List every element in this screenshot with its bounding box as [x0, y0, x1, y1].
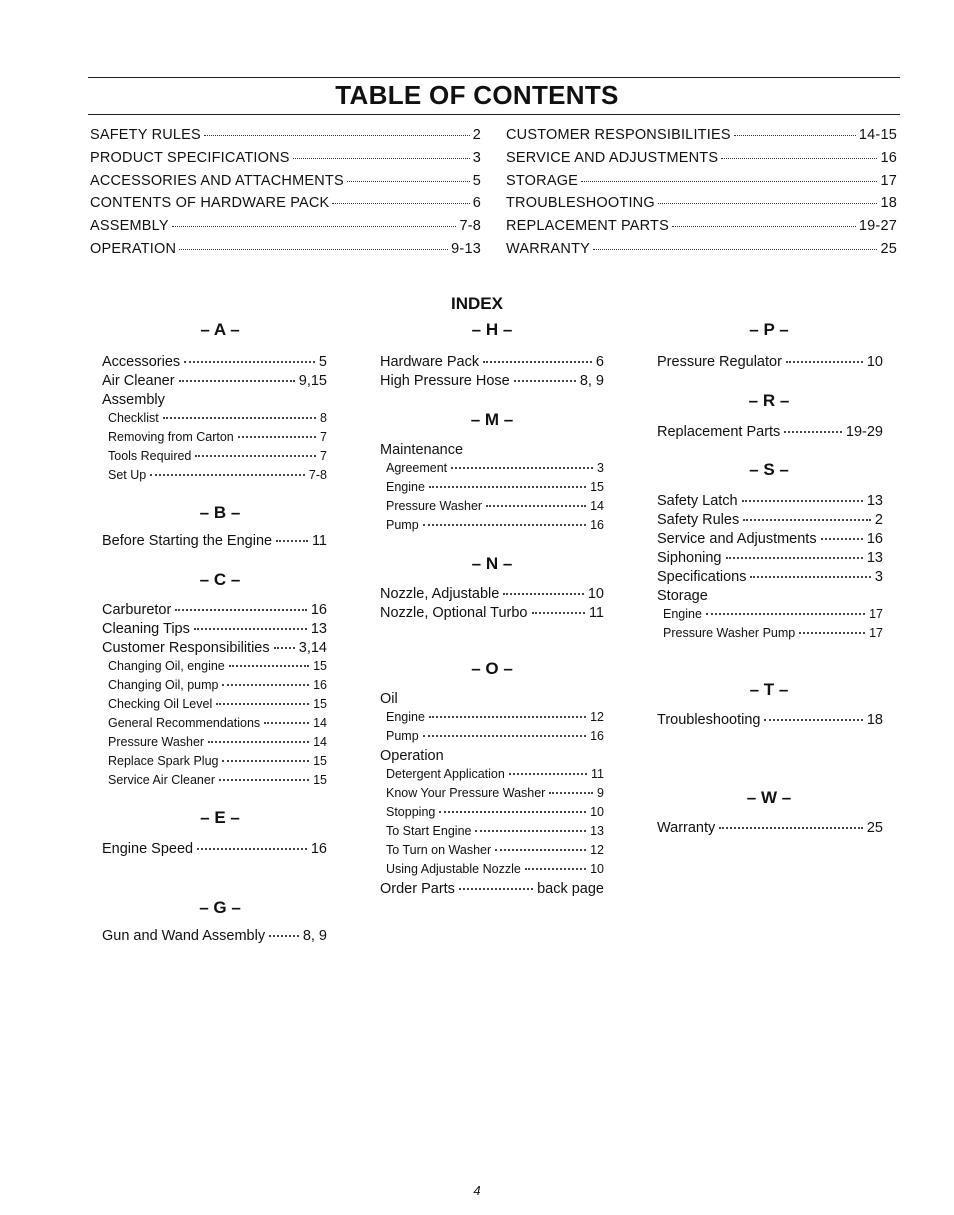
leader-dots	[195, 455, 316, 457]
index-entry	[380, 862, 604, 881]
index-entry-page: 25	[866, 820, 883, 836]
index-entry-page: 8, 9	[579, 373, 604, 389]
index-entry-label: General Recommendations	[108, 716, 261, 730]
leader-dots	[423, 735, 586, 737]
index-entry-page: 7-8	[308, 468, 327, 482]
index-entry	[657, 820, 883, 839]
leader-dots	[721, 158, 877, 159]
toc-page: 19-27	[858, 218, 897, 235]
index-entry-page: 6	[595, 354, 604, 370]
index-section-heading: – H –	[471, 320, 513, 339]
index-entry-label: High Pressure Hose	[380, 373, 510, 389]
index-entry	[380, 373, 604, 392]
toc-entry	[90, 173, 481, 196]
index-entry-page: 16	[590, 729, 604, 743]
toc-label: STORAGE	[506, 172, 579, 189]
leader-dots	[293, 158, 470, 159]
leader-dots	[222, 760, 309, 762]
toc-label: CONTENTS OF HARDWARE PACK	[90, 195, 330, 212]
leader-dots	[821, 538, 863, 540]
index-entry-page: 5	[318, 354, 327, 370]
leader-dots	[179, 380, 295, 382]
index-section-o	[380, 691, 604, 900]
index-entry-label: Engine	[663, 607, 702, 621]
index-entry	[380, 710, 604, 729]
index-section-p	[657, 354, 883, 373]
index-section-g	[102, 928, 327, 947]
toc-page: 14-15	[858, 127, 897, 143]
index-entry	[102, 928, 327, 947]
index-entry	[102, 754, 327, 773]
leader-dots	[222, 684, 309, 686]
toc-entry	[90, 218, 481, 241]
index-section-heading: – B –	[199, 503, 241, 522]
index-entry	[102, 602, 327, 621]
toc-page: 7-8	[459, 218, 481, 235]
index-entry	[102, 449, 327, 468]
leader-dots	[581, 181, 877, 182]
index-entry-label: Detergent Application	[386, 767, 505, 781]
index-entry-label: Removing from Carton	[108, 430, 234, 444]
index-section-heading: – A –	[200, 320, 240, 339]
toc-left-column	[90, 127, 481, 264]
index-entry	[102, 430, 327, 449]
index-entry	[102, 841, 327, 860]
index-entry-page: 3,14	[298, 640, 327, 656]
index-entry	[102, 735, 327, 754]
index-entry-page: 13	[866, 550, 883, 566]
toc-entry	[506, 150, 897, 173]
toc-entry	[90, 241, 481, 264]
index-entry-label: Safety Rules	[657, 512, 740, 528]
toc-page: 6	[472, 195, 481, 212]
index-entry-page: 7	[320, 430, 327, 444]
index-entry-page: 10	[590, 805, 604, 819]
index-entry	[380, 767, 604, 786]
leader-dots	[486, 505, 586, 507]
index-section-heading: – M –	[470, 410, 514, 429]
index-entry-label: Tools Required	[108, 449, 192, 463]
index-entry-page: 18	[866, 712, 883, 728]
index-entry-page: 10	[590, 862, 604, 876]
index-entry-label: Order Parts	[380, 881, 455, 897]
index-entry-page: 12	[590, 843, 604, 857]
leader-dots	[274, 647, 295, 649]
index-entry-label: To Turn on Washer	[386, 843, 492, 857]
toc-page: 3	[472, 149, 481, 166]
index-entry-page: 9	[597, 786, 604, 800]
index-entry-label: Engine	[386, 710, 425, 724]
leader-dots	[184, 361, 315, 363]
index-entry-page: 16	[866, 531, 883, 547]
index-entry	[102, 716, 327, 735]
toc-right-column	[506, 127, 897, 264]
index-entry	[380, 729, 604, 748]
index-entry	[380, 461, 604, 480]
index-entry	[102, 621, 327, 640]
index-entry-label: Storage	[657, 588, 708, 604]
index-entry-page: 11	[591, 767, 604, 781]
index-entry-page: 8	[320, 411, 327, 425]
index-entry-label: Pressure Washer	[386, 499, 483, 513]
leader-dots	[219, 779, 309, 781]
leader-dots	[786, 361, 863, 363]
leader-dots	[532, 612, 585, 614]
index-entry-label: Gun and Wand Assembly	[102, 928, 266, 944]
toc-label: OPERATION	[90, 240, 177, 257]
leader-dots	[194, 628, 307, 630]
index-entry-label: Pump	[386, 729, 419, 743]
index-entry-label: Accessories	[102, 354, 181, 370]
index-entry	[380, 691, 604, 710]
index-section-heading: – C –	[199, 570, 241, 589]
index-entry-label: Before Starting the Engine	[102, 533, 273, 549]
index-entry-label: Service and Adjustments	[657, 531, 817, 547]
index-entry	[102, 468, 327, 487]
index-entry	[657, 607, 883, 626]
index-entry-label: Nozzle, Adjustable	[380, 586, 500, 602]
index-entry	[380, 499, 604, 518]
index-entry-label: Pressure Washer Pump	[663, 626, 796, 640]
index-entry-page: 15	[313, 754, 327, 768]
index-entry	[380, 805, 604, 824]
index-entry-label: Changing Oil, engine	[108, 659, 225, 673]
index-entry-page: 11	[311, 533, 327, 549]
index-section-heading: – S –	[749, 460, 789, 479]
index-section-heading: – E –	[200, 808, 240, 827]
toc-page: 5	[472, 172, 481, 189]
index-entry-label: To Start Engine	[386, 824, 472, 838]
index-entry	[657, 626, 883, 645]
index-entry-label: Know Your Pressure Washer	[386, 786, 546, 800]
leader-dots	[658, 203, 878, 204]
toc-entry	[90, 150, 481, 173]
toc-entry	[506, 218, 897, 241]
leader-dots	[150, 474, 305, 476]
index-entry-page: 16	[590, 518, 604, 532]
index-section-r	[657, 424, 883, 443]
index-section-b	[102, 533, 327, 552]
index-entry	[102, 411, 327, 430]
toc-entry	[506, 241, 897, 264]
index-section-c	[102, 602, 327, 792]
index-entry-label: Checklist	[108, 411, 159, 425]
leader-dots	[269, 935, 299, 937]
index-entry-label: Replacement Parts	[657, 424, 781, 440]
leader-dots	[276, 540, 308, 542]
index-section-e	[102, 841, 327, 860]
toc-label: ACCESSORIES AND ATTACHMENTS	[90, 172, 344, 189]
leader-dots	[175, 609, 307, 611]
index-section-w	[657, 820, 883, 839]
index-entry	[657, 569, 883, 588]
index-entry-page: 17	[869, 626, 883, 640]
index-section-n	[380, 586, 604, 624]
index-entry	[380, 605, 604, 624]
leader-dots	[163, 417, 316, 419]
leader-dots	[429, 716, 586, 718]
toc-entry	[90, 127, 481, 150]
index-entry-label: Checking Oil Level	[108, 697, 213, 711]
index-entry-page: 9,15	[298, 373, 327, 389]
index-entry-label: Service Air Cleaner	[108, 773, 215, 787]
index-entry-page: 15	[313, 773, 327, 787]
leader-dots	[706, 613, 865, 615]
index-entry-page: 7	[320, 449, 327, 463]
leader-dots	[429, 486, 586, 488]
index-entry-page: 10	[587, 586, 604, 602]
index-entry-page: 8, 9	[302, 928, 327, 944]
index-entry-label: Replace Spark Plug	[108, 754, 219, 768]
index-entry-label: Pressure Washer	[108, 735, 205, 749]
index-section-h	[380, 354, 604, 392]
index-entry	[380, 480, 604, 499]
index-entry	[380, 881, 604, 900]
leader-dots	[423, 524, 586, 526]
toc-label: WARRANTY	[506, 240, 591, 257]
index-entry-label: Hardware Pack	[380, 354, 480, 370]
index-section-t	[657, 712, 883, 731]
leader-dots	[238, 436, 316, 438]
index-entry-label: Cleaning Tips	[102, 621, 190, 637]
toc-entry	[506, 173, 897, 196]
index-section-heading: – R –	[748, 391, 790, 410]
index-entry-label: Assembly	[102, 392, 165, 408]
leader-dots	[459, 888, 533, 890]
index-entry	[102, 773, 327, 792]
index-entry-label: Oil	[380, 691, 398, 707]
leader-dots	[204, 135, 470, 136]
index-entry-page: 3	[597, 461, 604, 475]
index-section-heading: – G –	[199, 898, 241, 917]
leader-dots	[332, 203, 469, 204]
index-entry-label: Pressure Regulator	[657, 354, 782, 370]
index-section-heading: – P –	[749, 320, 789, 339]
index-entry-label: Customer Responsibilities	[102, 640, 270, 656]
leader-dots	[549, 792, 593, 794]
index-entry	[657, 712, 883, 731]
leader-dots	[742, 500, 863, 502]
index-entry-label: Set Up	[108, 468, 147, 482]
index-entry	[102, 659, 327, 678]
leader-dots	[514, 380, 576, 382]
toc-entry	[90, 195, 481, 218]
index-entry-page: 12	[590, 710, 604, 724]
index-entry-page: 14	[313, 735, 327, 749]
index-entry	[657, 424, 883, 443]
index-entry	[380, 824, 604, 843]
toc-page: 9-13	[451, 240, 481, 257]
leader-dots	[208, 741, 309, 743]
index-entry	[102, 697, 327, 716]
index-section-s	[657, 493, 883, 645]
toc-page: 25	[880, 240, 897, 257]
leader-dots	[216, 703, 309, 705]
index-entry	[102, 533, 327, 552]
index-entry	[657, 354, 883, 373]
index-entry-page: 15	[590, 480, 604, 494]
index-entry-label: Engine Speed	[102, 841, 194, 857]
index-entry-label: Safety Latch	[657, 493, 738, 509]
leader-dots	[451, 467, 593, 469]
index-entry	[102, 354, 327, 373]
index-entry-label: Engine	[386, 480, 425, 494]
index-entry	[102, 373, 327, 392]
index-entry-page: 14	[590, 499, 604, 513]
index-entry	[380, 748, 604, 767]
leader-dots	[525, 868, 586, 870]
leader-dots	[264, 722, 309, 724]
index-entry-page: 11	[588, 605, 604, 621]
index-entry-label: Siphoning	[657, 550, 722, 566]
leader-dots	[439, 811, 586, 813]
index-entry-label: Air Cleaner	[102, 373, 175, 389]
index-entry	[657, 550, 883, 569]
toc-page: 17	[880, 172, 897, 189]
index-entry	[657, 588, 883, 607]
index-entry	[102, 392, 327, 411]
toc-label: REPLACEMENT PARTS	[506, 218, 669, 235]
index-entry-page: 13	[590, 824, 604, 838]
leader-dots	[784, 431, 842, 433]
leader-dots	[726, 557, 863, 559]
index-entry	[380, 442, 604, 461]
index-entry-label: Troubleshooting	[657, 712, 761, 728]
leader-dots	[495, 849, 586, 851]
leader-dots	[719, 827, 863, 829]
index-entry-page: back page	[537, 881, 604, 897]
toc-label: SAFETY RULES	[90, 127, 201, 143]
index-entry-page: 14	[313, 716, 327, 730]
index-entry	[102, 640, 327, 659]
index-entry	[657, 531, 883, 550]
leader-dots	[509, 773, 587, 775]
index-entry-label: Agreement	[386, 461, 448, 475]
index-entry	[102, 678, 327, 697]
index-entry-page: 16	[313, 678, 327, 692]
toc-entry	[506, 195, 897, 218]
index-entry	[657, 493, 883, 512]
index-entry-page: 13	[866, 493, 883, 509]
leader-dots	[672, 226, 856, 227]
index-entry-page: 13	[310, 621, 327, 637]
leader-dots	[475, 830, 586, 832]
index-entry	[380, 518, 604, 537]
index-entry-page: 15	[313, 659, 327, 673]
leader-dots	[734, 135, 856, 136]
index-title: INDEX	[451, 294, 503, 313]
index-entry	[657, 512, 883, 531]
title-underline	[88, 114, 900, 115]
leader-dots	[593, 249, 877, 250]
index-entry-page: 19-29	[845, 424, 883, 440]
index-entry-label: Maintenance	[380, 442, 464, 458]
page-title: TABLE OF CONTENTS	[335, 80, 619, 110]
toc-page: 18	[880, 195, 897, 212]
leader-dots	[197, 848, 307, 850]
index-entry-label: Warranty	[657, 820, 716, 836]
index-entry-page: 2	[874, 512, 883, 528]
toc-entry	[506, 127, 897, 150]
index-entry-label: Carburetor	[102, 602, 172, 618]
page-number: 4	[473, 1183, 481, 1198]
index-entry-page: 16	[310, 841, 327, 857]
toc-label: TROUBLESHOOTING	[506, 195, 655, 212]
index-entry-label: Pump	[386, 518, 419, 532]
index-section-heading: – W –	[746, 788, 792, 807]
toc-label: SERVICE AND ADJUSTMENTS	[506, 149, 719, 166]
top-rule	[88, 77, 900, 78]
index-entry	[380, 786, 604, 805]
toc-label: PRODUCT SPECIFICATIONS	[90, 149, 290, 166]
index-entry-page: 16	[310, 602, 327, 618]
index-entry	[380, 586, 604, 605]
leader-dots	[172, 226, 457, 227]
toc-page: 2	[472, 127, 481, 143]
index-entry-label: Nozzle, Optional Turbo	[380, 605, 528, 621]
index-entry-label: Using Adjustable Nozzle	[386, 862, 521, 876]
index-entry-page: 10	[866, 354, 883, 370]
index-entry-page: 3	[874, 569, 883, 585]
index-entry-page: 15	[313, 697, 327, 711]
index-entry-label: Stopping	[386, 805, 436, 819]
index-entry-label: Changing Oil, pump	[108, 678, 219, 692]
index-entry-label: Operation	[380, 748, 444, 764]
leader-dots	[483, 361, 592, 363]
index-entry	[380, 354, 604, 373]
leader-dots	[179, 249, 448, 250]
leader-dots	[347, 181, 470, 182]
toc-label: ASSEMBLY	[90, 218, 169, 235]
index-section-heading: – T –	[749, 680, 789, 699]
leader-dots	[229, 665, 309, 667]
index-section-a	[102, 354, 327, 487]
leader-dots	[503, 593, 584, 595]
leader-dots	[799, 632, 865, 634]
index-section-heading: – O –	[471, 659, 513, 678]
toc-page: 16	[880, 149, 897, 166]
leader-dots	[743, 519, 871, 521]
index-entry-label: Specifications	[657, 569, 747, 585]
index-entry-page: 17	[869, 607, 883, 621]
index-section-heading: – N –	[471, 554, 513, 573]
index-section-m	[380, 442, 604, 537]
leader-dots	[750, 576, 870, 578]
toc-label: CUSTOMER RESPONSIBILITIES	[506, 127, 731, 143]
leader-dots	[764, 719, 862, 721]
index-entry	[380, 843, 604, 862]
